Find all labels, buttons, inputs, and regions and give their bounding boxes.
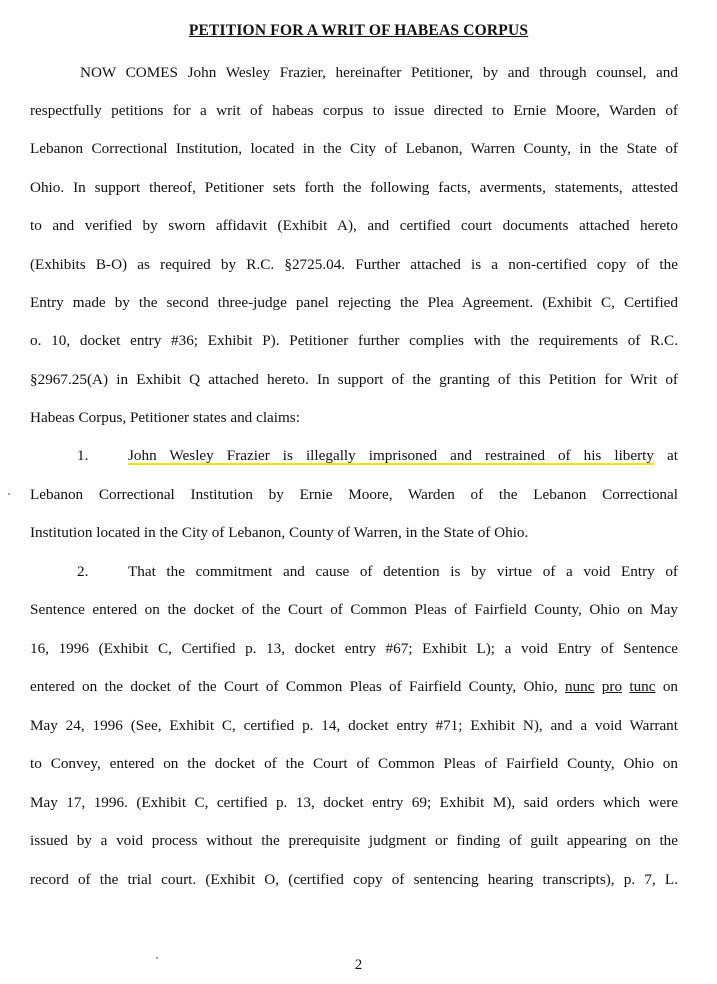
item2-line: record of the trial court. (Exhibit O, (certified copy of sentencing hearing transcripts), p. 7, L. (30, 871, 678, 888)
item1-trailing-word: at (667, 447, 678, 464)
intro-line: to and verified by sworn affidavit (Exhibit A), and certified court documents attached hereto (30, 217, 678, 234)
item2-line: 16, 1996 (Exhibit C, Certified p. 13, docket entry #67; Exhibit L); a void Entry of Sentence (30, 640, 678, 657)
item2-line: Sentence entered on the docket of the Court of Common Pleas of Fairfield County, Ohio on May (30, 601, 678, 618)
item1-line: Institution located in the City of Lebanon, County of Warren, in the State of Ohio. (30, 524, 529, 541)
intro-line: o. 10, docket entry #36; Exhibit P). Petitioner further complies with the requirements of R.C. (30, 332, 678, 349)
intro-line: Habeas Corpus, Petitioner states and claims: (30, 409, 300, 426)
latin-tunc: tunc (629, 678, 656, 695)
intro-line: (Exhibits B-O) as required by R.C. §2725.04. Further attached is a non-certified copy of the (30, 256, 678, 273)
scan-speck (8, 493, 10, 495)
document-title: PETITION FOR A WRIT OF HABEAS CORPUS (188, 22, 529, 39)
item2-line: to Convey, entered on the docket of the Court of Common Pleas of Fairfield County, Ohio on (30, 755, 678, 772)
latin-nunc: nunc (564, 678, 595, 695)
item-number: 1. (77, 447, 89, 464)
intro-line: respectfully petitions for a writ of habeas corpus to issue directed to Ernie Moore, Warden of (30, 102, 678, 119)
highlighted-text: John Wesley Frazier is illegally imprisoned and restrained of his liberty (128, 447, 654, 464)
item2-nunc-after: on (662, 678, 679, 695)
item1-line: Lebanon Correctional Institution by Ernie Moore, Warden of the Lebanon Correctional (30, 486, 678, 503)
item2-first-line: That the commitment and cause of detention is by virtue of a void Entry of (128, 563, 678, 580)
page-number: 2 (354, 957, 363, 973)
intro-line: §2967.25(A) in Exhibit Q attached hereto. In support of the granting of this Petition for Writ of (30, 371, 678, 388)
intro-line: Entry made by the second three-judge panel rejecting the Plea Agreement. (Exhibit C, Certified (30, 294, 678, 311)
item2-line: May 24, 1996 (See, Exhibit C, certified p. 14, docket entry #71; Exhibit N), and a void Warrant (30, 717, 678, 734)
item1-first-line (128, 447, 678, 465)
item2-nunc-line (30, 678, 678, 696)
scan-speck (156, 957, 158, 959)
intro-line: Lebanon Correctional Institution, located in the City of Lebanon, Warren County, in the State of (30, 140, 678, 157)
item2-line: May 17, 1996. (Exhibit C, certified p. 13, docket entry 69; Exhibit M), said orders which were (30, 794, 678, 811)
item2-nunc-before: entered on the docket of the Court of Common Pleas of Fairfield County, Ohio, (30, 678, 558, 695)
latin-pro: pro (601, 678, 623, 695)
item-number: 2. (77, 563, 89, 580)
intro-line: Ohio. In support thereof, Petitioner sets forth the following facts, averments, statements, attested (30, 179, 678, 196)
intro-line: NOW COMES John Wesley Frazier, hereinafter Petitioner, by and through counsel, and (80, 64, 678, 81)
item2-line: issued by a void process without the prerequisite judgment or finding of guilt appearing on the (30, 832, 678, 849)
